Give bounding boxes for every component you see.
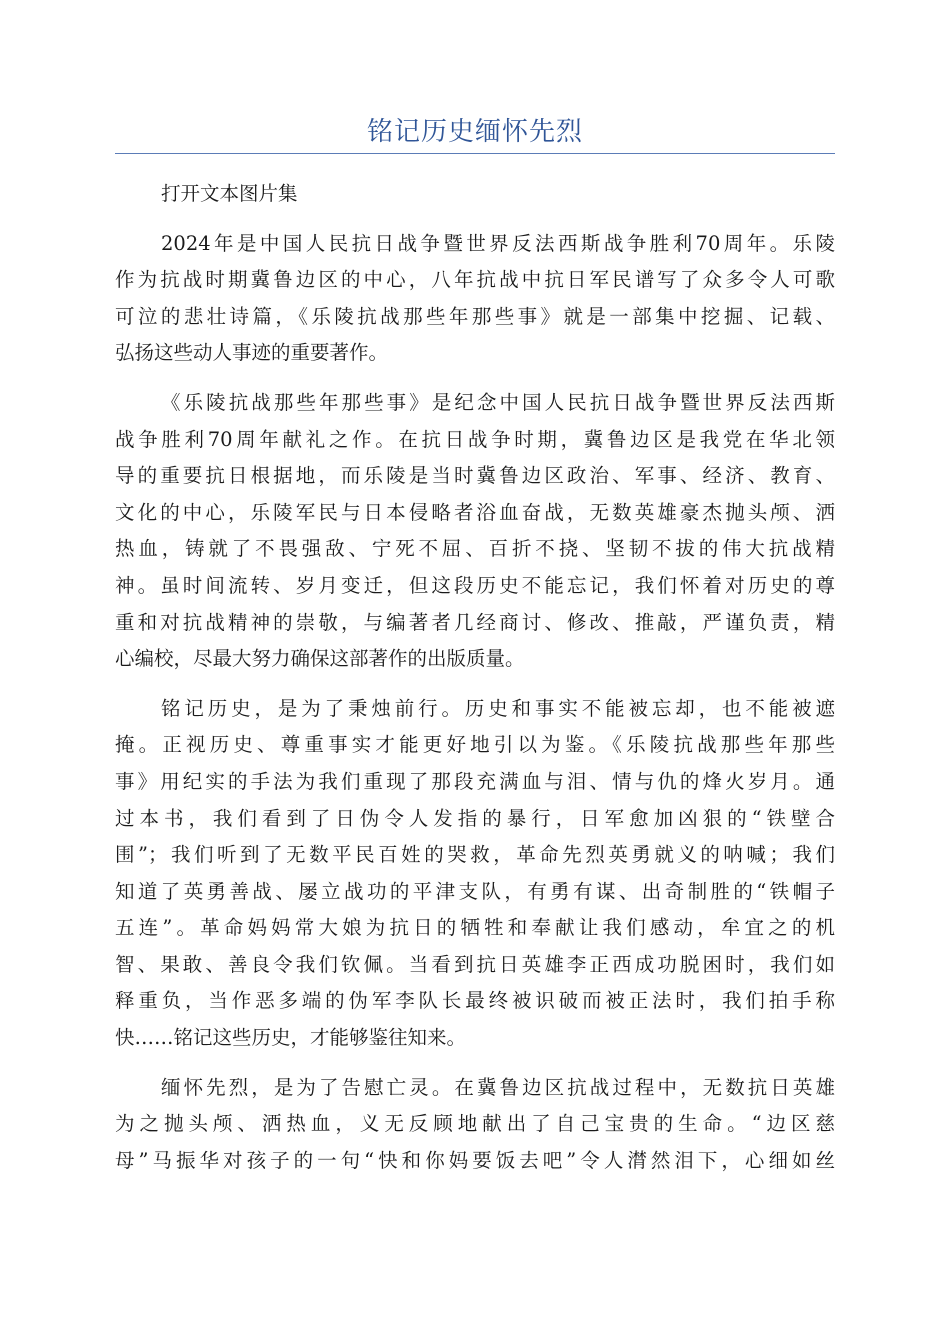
text-line: 弘扬这些动人事迹的重要著作。: [115, 341, 389, 365]
text-line: 事》用纪实的手法为我们重现了那段充满血与泪、情与仇的烽火岁月。通: [115, 769, 835, 793]
paragraph-1: [115, 226, 835, 372]
text-line: 《乐陵抗战那些年那些事》是纪念中国人民抗日战争暨世界反法西斯: [161, 390, 835, 414]
text-line: 打开文本图片集: [161, 182, 298, 205]
text-line: 2024年是中国人民抗日战争暨世界反法西斯战争胜利70周年。乐陵: [161, 231, 835, 255]
text-line: 过本书，我们看到了日伪令人发指的暴行，日军愈加凶狠的“铁壁合: [115, 806, 835, 830]
text-line: 掩。正视历史、尊重事实才能更好地引以为鉴。《乐陵抗战那些年那些: [115, 733, 835, 757]
text-line: 热血，铸就了不畏强敌、宁死不屈、百折不挠、坚韧不拔的伟大抗战精: [115, 537, 835, 561]
text-line: 可泣的悲壮诗篇，《乐陵抗战那些年那些事》就是一部集中挖掘、记载、: [115, 304, 835, 328]
text-line: 导的重要抗日根据地，而乐陵是当时冀鲁边区政治、军事、经济、教育、: [115, 464, 835, 488]
text-line: 缅怀先烈，是为了告慰亡灵。在冀鲁边区抗战过程中，无数抗日英雄: [161, 1075, 835, 1099]
document-title: 铭记历史缅怀先烈: [366, 117, 583, 147]
document-body: [115, 176, 835, 1192]
title-underline: [115, 153, 835, 154]
text-line: 释重负，当作恶多端的伪军李队长最终被识破而被正法时，我们拍手称: [115, 989, 835, 1013]
text-line: 为之抛头颅、洒热血，义无反顾地献出了自己宝贵的生命。“边区慈: [115, 1112, 835, 1136]
paragraph-0: [115, 176, 835, 213]
text-line: 文化的中心，乐陵军民与日本侵略者浴血奋战，无数英雄豪杰抛头颅、洒: [115, 500, 835, 524]
text-line: 五连”。革命妈妈常大娘为抗日的牺牲和奉献让我们感动，牟宜之的机: [115, 916, 835, 940]
text-line: 战争胜利70周年献礼之作。在抗日战争时期，冀鲁边区是我党在华北领: [115, 427, 835, 451]
paragraph-2: [115, 385, 835, 678]
text-line: 围”；我们听到了无数平民百姓的哭救，革命先烈英勇就义的呐喊；我们: [115, 843, 835, 867]
text-line: 神。虽时间流转、岁月变迁，但这段历史不能忘记，我们怀着对历史的尊: [115, 573, 835, 597]
text-line: 铭记历史，是为了秉烛前行。历史和事实不能被忘却，也不能被遮: [161, 696, 835, 720]
paragraph-3: [115, 691, 835, 1057]
paragraph-4: [115, 1070, 835, 1180]
text-line: 作为抗战时期冀鲁边区的中心，八年抗战中抗日军民谱写了众多令人可歌: [115, 268, 835, 292]
text-line: 知道了英勇善战、屡立战功的平津支队，有勇有谋、出奇制胜的“铁帽子: [115, 879, 835, 903]
text-line: 母”马振华对孩子的一句“快和你妈要饭去吧”令人潸然泪下，心细如丝: [115, 1148, 835, 1172]
text-line: 重和对抗战精神的崇敬，与编著者几经商讨、修改、推敲，严谨负责，精: [115, 610, 835, 634]
text-line: 快……铭记这些历史，才能够鉴往知来。: [115, 1026, 467, 1050]
text-line: 心编校，尽最大努力确保这部著作的出版质量。: [115, 647, 525, 671]
text-line: 智、果敢、善良令我们钦佩。当看到抗日英雄李正西成功脱困时，我们如: [115, 952, 835, 976]
